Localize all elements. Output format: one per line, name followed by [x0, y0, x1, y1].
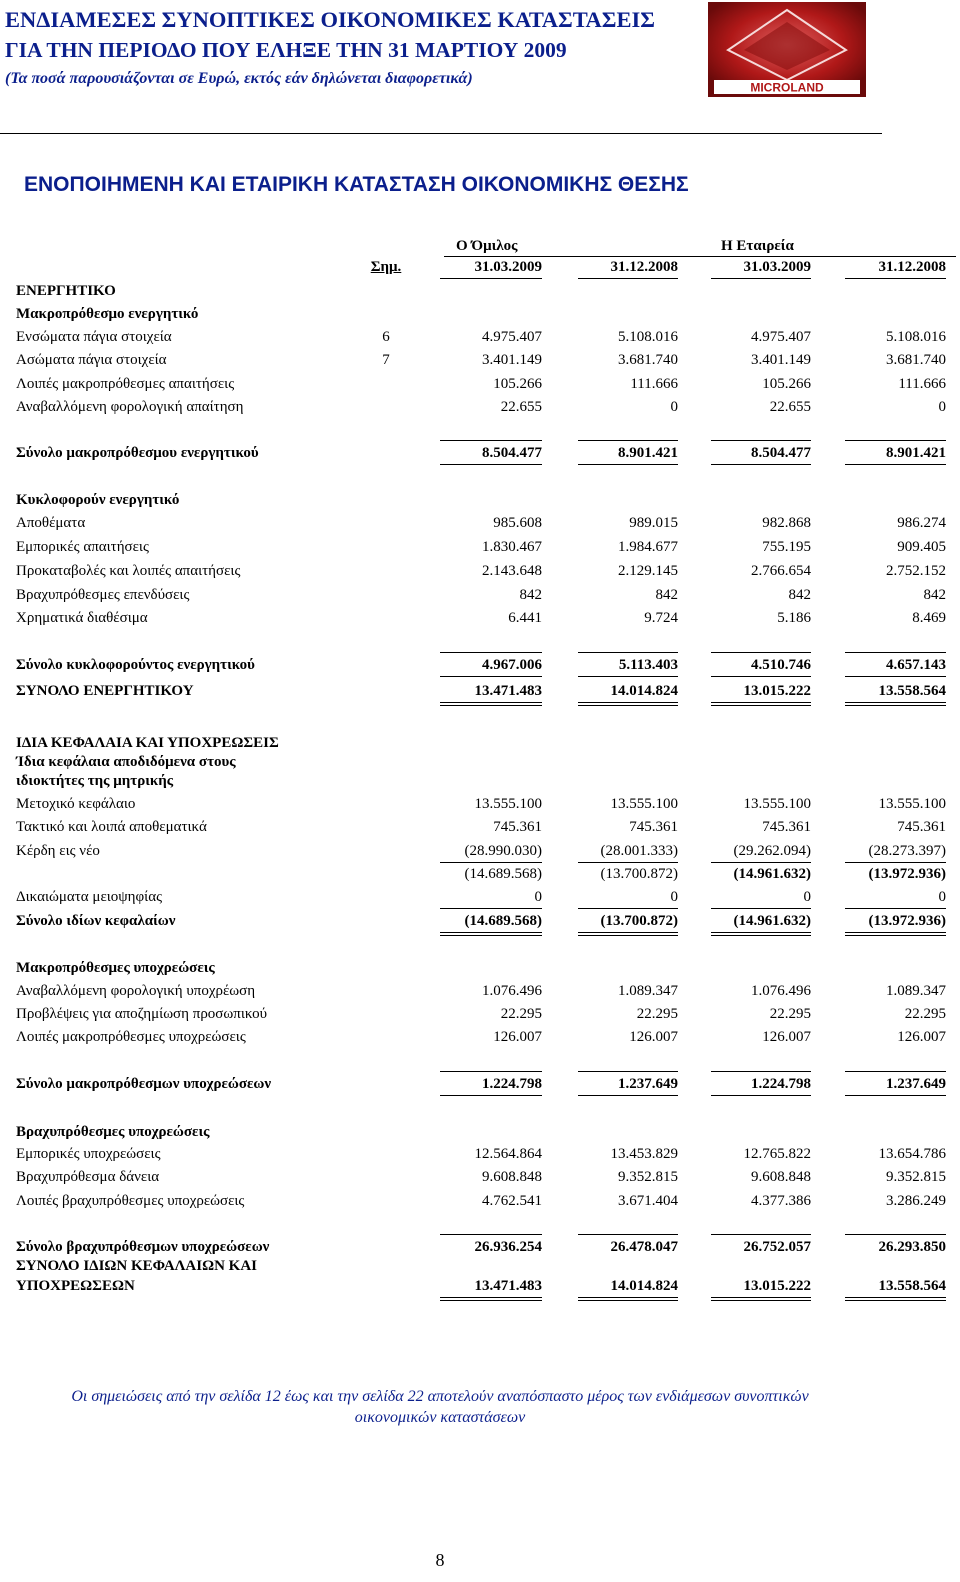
table-row: Βραχυπρόθεσμα δάνεια 9.608.848 9.352.815 9.608.848 9.352.815 — [16, 1169, 946, 1185]
subsection-heading: Μακροπρόθεσμο ενεργητικό — [16, 306, 199, 322]
table-row: Κέρδη εις νέο (28.990.030) (28.001.333) (29.262.094) (28.273.397) — [0, 840, 960, 862]
section-heading: ΕΝΕΡΓΗΤΙΚΟ — [16, 283, 116, 299]
grand-total-label-line1: ΣΥΝΟΛΟ ΙΔΙΩΝ ΚΕΦΑΛΑΙΩΝ ΚΑΙ — [16, 1258, 258, 1274]
header-title-line2: ΓΙΑ ΤΗΝ ΠΕΡΙΟΔΟ ΠΟΥ ΕΛΗΞΕ ΤΗΝ 31 ΜΑΡΤΙΟΥ 2009 — [5, 38, 567, 62]
company-column-header: Η Εταιρεία — [721, 238, 794, 254]
subsection-heading: ιδιοκτήτες της μητρικής — [16, 773, 174, 789]
header-currency-note: (Τα ποσά παρουσιάζονται σε Ευρώ, εκτός εάν δηλώνεται διαφορετικά) — [5, 70, 473, 87]
subtotal-row: (14.689.568) (13.700.872) (14.961.632) (13.972.936) — [464, 866, 946, 882]
table-row: Εμπορικές απαιτήσεις 1.830.467 1.984.677 755.195 909.405 — [16, 539, 946, 555]
table-row: Χρηματικά διαθέσιμα 6.441 9.724 5.186 8.469 — [16, 610, 946, 626]
header-title-line1: ΕΝΔΙΑΜΕΣΕΣ ΣΥΝΟΠΤΙΚΕΣ ΟΙΚΟΝΟΜΙΚΕΣ ΚΑΤΑΣΤΑΣΕΙΣ — [5, 7, 655, 32]
date-header-row — [0, 256, 960, 278]
microland-logo — [708, 2, 866, 97]
section-heading: ΙΔΙΑ ΚΕΦΑΛΑΙΑ ΚΑΙ ΥΠΟΧΡΕΩΣΕΙΣ — [16, 735, 279, 751]
footer-note: Οι σημειώσεις από την σελίδα 12 έως και την σελίδα 22 αποτελούν αναπόσπαστο μέρος των ενδιάμεσων συνοπτικών οικονομικών καταστάσεων — [71, 1388, 809, 1426]
total-row: ΥΠΟΧΡΕΩΣΕΩΝ 13.471.483 14.014.824 13.015.222 13.558.564 — [0, 1275, 960, 1297]
date-header: 31.03.2009 — [440, 256, 542, 278]
table-row: Βραχυπρόθεσμες επενδύσεις 842 842 842 842 — [16, 587, 946, 603]
table-row: Δικαιώματα μειοψηφίας 0 0 0 0 — [0, 886, 960, 908]
table-row: Αναβαλλόμενη φορολογική υποχρέωση 1.076.496 1.089.347 1.076.496 1.089.347 — [16, 983, 946, 999]
document-header — [5, 4, 695, 92]
svg-text:MICROLAND: MICROLAND — [750, 80, 824, 95]
subtotal-row: Σύνολο μακροπρόθεσμων υποχρεώσεων 1.224.798 1.237.649 1.224.798 1.237.649 — [0, 1073, 960, 1095]
statement-title: ΕΝΟΠΟΙΗΜΕΝΗ ΚΑΙ ΕΤΑΙΡΙΚΗ ΚΑΤΑΣΤΑΣΗ ΟΙΚΟΝΟΜΙΚΗΣ ΘΕΣΗΣ — [24, 173, 689, 196]
date-header: 31.12.2008 — [845, 256, 946, 278]
table-row: Αποθέματα 985.608 989.015 982.868 986.274 — [16, 515, 946, 531]
table-row: Αναβαλλόμενη φορολογική απαίτηση 22.655 0 22.655 0 — [16, 399, 946, 415]
table-row: Προκαταβολές και λοιπές απαιτήσεις 2.143.648 2.129.145 2.766.654 2.752.152 — [16, 563, 946, 579]
subsection-heading: Ίδια κεφάλαια αποδιδόμενα στους — [16, 754, 236, 770]
table-row: Προβλέψεις για αποζημίωση προσωπικού 22.295 22.295 22.295 22.295 — [16, 1006, 946, 1022]
subtotal-row: Σύνολο κυκλοφορούντος ενεργητικού 4.967.006 5.113.403 4.510.746 4.657.143 — [0, 654, 960, 676]
table-row: Ασώματα πάγια στοιχεία 7 3.401.149 3.681.740 3.401.149 3.681.740 — [16, 352, 946, 368]
note-column-header: Σημ. — [370, 259, 402, 275]
subtotal-row: Σύνολο μακροπρόθεσμου ενεργητικού 8.504.477 8.901.421 8.504.477 8.901.421 — [0, 442, 960, 464]
table-row: Ενσώματα πάγια στοιχεία 6 4.975.407 5.108.016 4.975.407 5.108.016 — [16, 329, 946, 345]
page-number: 8 — [435, 1550, 445, 1570]
total-row: Σύνολο ιδίων κεφαλαίων (14.689.568) (13.700.872) (14.961.632) (13.972.936) — [0, 910, 960, 932]
date-header: 31.12.2008 — [578, 256, 678, 278]
table-row: Λοιπές βραχυπρόθεσμες υποχρεώσεις 4.762.541 3.671.404 4.377.386 3.286.249 — [16, 1193, 946, 1209]
subtotal-row: Σύνολο βραχυπρόθεσμων υποχρεώσεων 26.936.254 26.478.047 26.752.057 26.293.850 — [0, 1236, 960, 1258]
subsection-heading: Βραχυπρόθεσμες υποχρεώσεις — [16, 1124, 210, 1140]
table-row: Λοιπές μακροπρόθεσμες απαιτήσεις 105.266 111.666 105.266 111.666 — [16, 376, 946, 392]
table-row: Εμπορικές υποχρεώσεις 12.564.864 13.453.829 12.765.822 13.654.786 — [16, 1146, 946, 1162]
header-rule — [0, 133, 882, 134]
table-row: Μετοχικό κεφάλαιο 13.555.100 13.555.100 13.555.100 13.555.100 — [16, 796, 946, 812]
group-column-header: Ο Όμιλος — [456, 238, 518, 254]
total-row: ΣΥΝΟΛΟ ΕΝΕΡΓΗΤΙΚΟΥ 13.471.483 14.014.824 13.015.222 13.558.564 — [0, 680, 960, 702]
subsection-heading: Μακροπρόθεσμες υποχρεώσεις — [16, 960, 215, 976]
table-row: Λοιπές μακροπρόθεσμες υποχρεώσεις 126.007 126.007 126.007 126.007 — [16, 1029, 946, 1045]
subsection-heading: Κυκλοφορούν ενεργητικό — [16, 492, 180, 508]
date-header: 31.03.2009 — [711, 256, 811, 278]
table-row: Τακτικό και λοιπά αποθεματικά 745.361 745.361 745.361 745.361 — [16, 819, 946, 835]
